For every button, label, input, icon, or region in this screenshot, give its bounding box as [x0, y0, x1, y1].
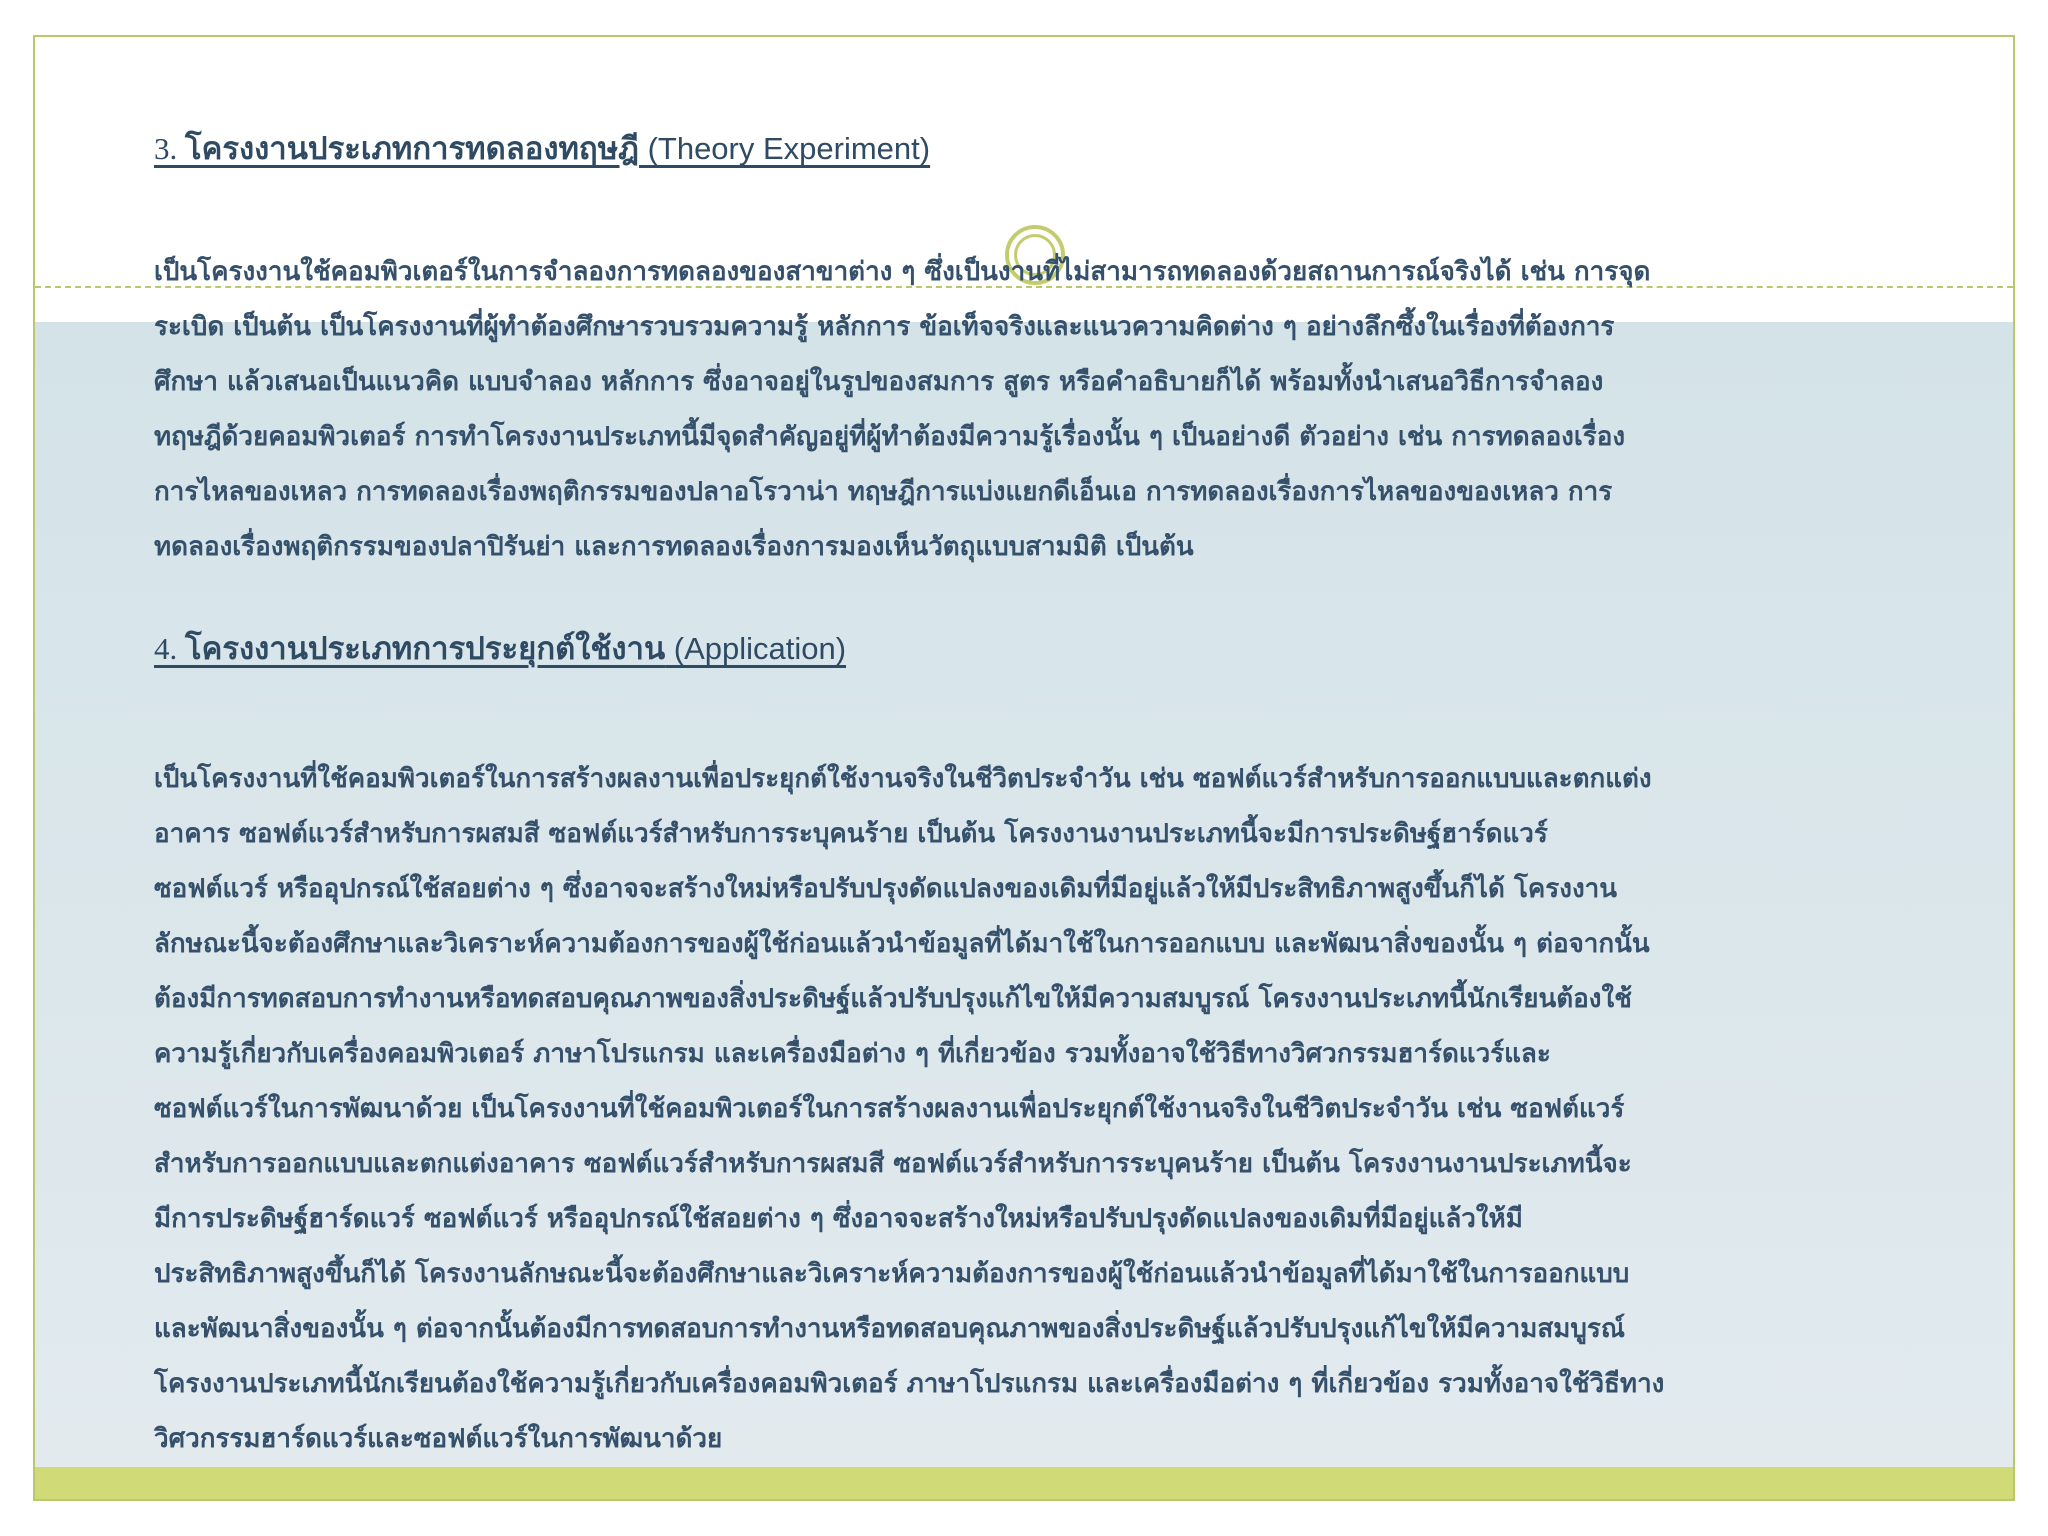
paragraph-line: เป็นโครงงานใช้คอมพิวเตอร์ในการจำลองการทดลองของสาขาต่าง ๆ ซึ่งเป็นงานที่ไม่สามารถทดลองด้วยสถานการณ์จริงได้ เช่น การจุด	[154, 257, 1651, 287]
section-3-heading	[154, 123, 930, 173]
paragraph-line: โครงงานประเภทนี้นักเรียนต้องใช้ความรู้เกี่ยวกับเครื่องคอมพิวเตอร์ ภาษาโปรแกรม และเครื่องมือต่าง ๆ ที่เกี่ยวข้อง รวมทั้งอาจใช้วิธีทาง	[154, 1369, 1665, 1399]
section-3-paragraph	[154, 245, 1994, 575]
paragraph-line: ความรู้เกี่ยวกับเครื่องคอมพิวเตอร์ ภาษาโปรแกรม และเครื่องมือต่าง ๆ ที่เกี่ยวข้อง รวมทั้งอาจใช้วิธีทางวิศวกรรมฮาร์ดแวร์และ	[154, 1039, 1551, 1069]
paragraph-line: ซอฟต์แวร์ หรืออุปกรณ์ใช้สอยต่าง ๆ ซึ่งอาจจะสร้างใหม่หรือปรับปรุงดัดแปลงของเดิมที่มีอยู่แล้วให้มีประสิทธิภาพสูงขึ้นก็ได้ โครงงาน	[154, 874, 1618, 904]
paragraph-line: ทฤษฎีด้วยคอมพิวเตอร์ การทำโครงงานประเภทนี้มีจุดสำคัญอยู่ที่ผู้ทำต้องมีความรู้เรื่องนั้น ๆ เป็นอย่างดี ตัวอย่าง เช่น การทดลองเรื่อง	[154, 422, 1626, 452]
section-4-title-thai: โครงงานประเภทการประยุกต์ใช้งาน	[185, 631, 666, 667]
paragraph-line: เป็นโครงงานที่ใช้คอมพิวเตอร์ในการสร้างผลงานเพื่อประยุกต์ใช้งานจริงในชีวิตประจำวัน เช่น ซอฟต์แวร์สำหรับการออกแบบและตกแต่ง	[154, 764, 1652, 794]
section-4-title-english: (Application)	[665, 631, 847, 666]
paragraph-line: มีการประดิษฐ์ฮาร์ดแวร์ ซอฟต์แวร์ หรืออุปกรณ์ใช้สอยต่าง ๆ ซึ่งอาจจะสร้างใหม่หรือปรับปรุงดัดแปลงของเดิมที่มีอยู่แล้วให้มี	[154, 1204, 1523, 1234]
paragraph-line: การไหลของเหลว การทดลองเรื่องพฤติกรรมของปลาอโรวาน่า ทฤษฎีการแบ่งแยกดีเอ็นเอ การทดลองเรื่องการไหลของของเหลว การ	[154, 477, 1613, 507]
section-4-paragraph	[154, 752, 1994, 1467]
section-4-number: 4.	[154, 631, 185, 666]
section-3-title-thai: โครงงานประเภทการทดลองทฤษฎี	[185, 131, 639, 167]
section-3-number: 3.	[154, 131, 185, 166]
slide	[33, 35, 2015, 1501]
paragraph-line: ศึกษา แล้วเสนอเป็นแนวคิด แบบจำลอง หลักการ ซึ่งอาจอยู่ในรูปของสมการ สูตร หรือคำอธิบายก็ได้ พร้อมทั้งนำเสนอวิธีการจำลอง	[154, 367, 1604, 397]
section-4-heading	[154, 623, 846, 673]
paragraph-line: ประสิทธิภาพสูงขึ้นก็ได้ โครงงานลักษณะนี้จะต้องศึกษาและวิเคราะห์ความต้องการของผู้ใช้ก่อนแล้วนำข้อมูลที่ได้มาใช้ในการออกแบบ	[154, 1259, 1630, 1289]
paragraph-line: ระเบิด เป็นต้น เป็นโครงงานที่ผู้ทำต้องศึกษารวบรวมความรู้ หลักการ ข้อเท็จจริงและแนวความคิดต่าง ๆ อย่างลึกซึ้งในเรื่องที่ต้องการ	[154, 312, 1615, 342]
paragraph-line: สำหรับการออกแบบและตกแต่งอาคาร ซอฟต์แวร์สำหรับการผสมสี ซอฟต์แวร์สำหรับการระบุคนร้าย เป็นต้น โครงงานงานประเภทนี้จะ	[154, 1149, 1632, 1179]
paragraph-line: ลักษณะนี้จะต้องศึกษาและวิเคราะห์ความต้องการของผู้ใช้ก่อนแล้วนำข้อมูลที่ได้มาใช้ในการออกแบบ และพัฒนาสิ่งของนั้น ๆ ต่อจากนั้น	[154, 929, 1650, 959]
slide-bottom-accent-bar	[35, 1467, 2013, 1501]
paragraph-line: ต้องมีการทดสอบการทำงานหรือทดสอบคุณภาพของสิ่งประดิษฐ์แล้วปรับปรุงแก้ไขให้มีความสมบูรณ์ โครงงานประเภทนี้นักเรียนต้องใช้	[154, 984, 1632, 1014]
paragraph-line: อาคาร ซอฟต์แวร์สำหรับการผสมสี ซอฟต์แวร์สำหรับการระบุคนร้าย เป็นต้น โครงงานงานประเภทนี้จะมีการประดิษฐ์ฮาร์ดแวร์	[154, 819, 1548, 849]
paragraph-line: วิศวกรรมฮาร์ดแวร์และซอฟต์แวร์ในการพัฒนาด้วย	[154, 1424, 723, 1454]
paragraph-line: และพัฒนาสิ่งของนั้น ๆ ต่อจากนั้นต้องมีการทดสอบการทำงานหรือทดสอบคุณภาพของสิ่งประดิษฐ์แล้วปรับปรุงแก้ไขให้มีความสมบูรณ์	[154, 1314, 1625, 1344]
paragraph-line: ซอฟต์แวร์ในการพัฒนาด้วย เป็นโครงงานที่ใช้คอมพิวเตอร์ในการสร้างผลงานเพื่อประยุกต์ใช้งานจริงในชีวิตประจำวัน เช่น ซอฟต์แวร์	[154, 1094, 1625, 1124]
paragraph-line: ทดลองเรื่องพฤติกรรมของปลาปิรันย่า และการทดลองเรื่องการมองเห็นวัตถุแบบสามมิติ เป็นต้น	[154, 532, 1194, 562]
section-3-title-english: (Theory Experiment)	[638, 131, 931, 166]
